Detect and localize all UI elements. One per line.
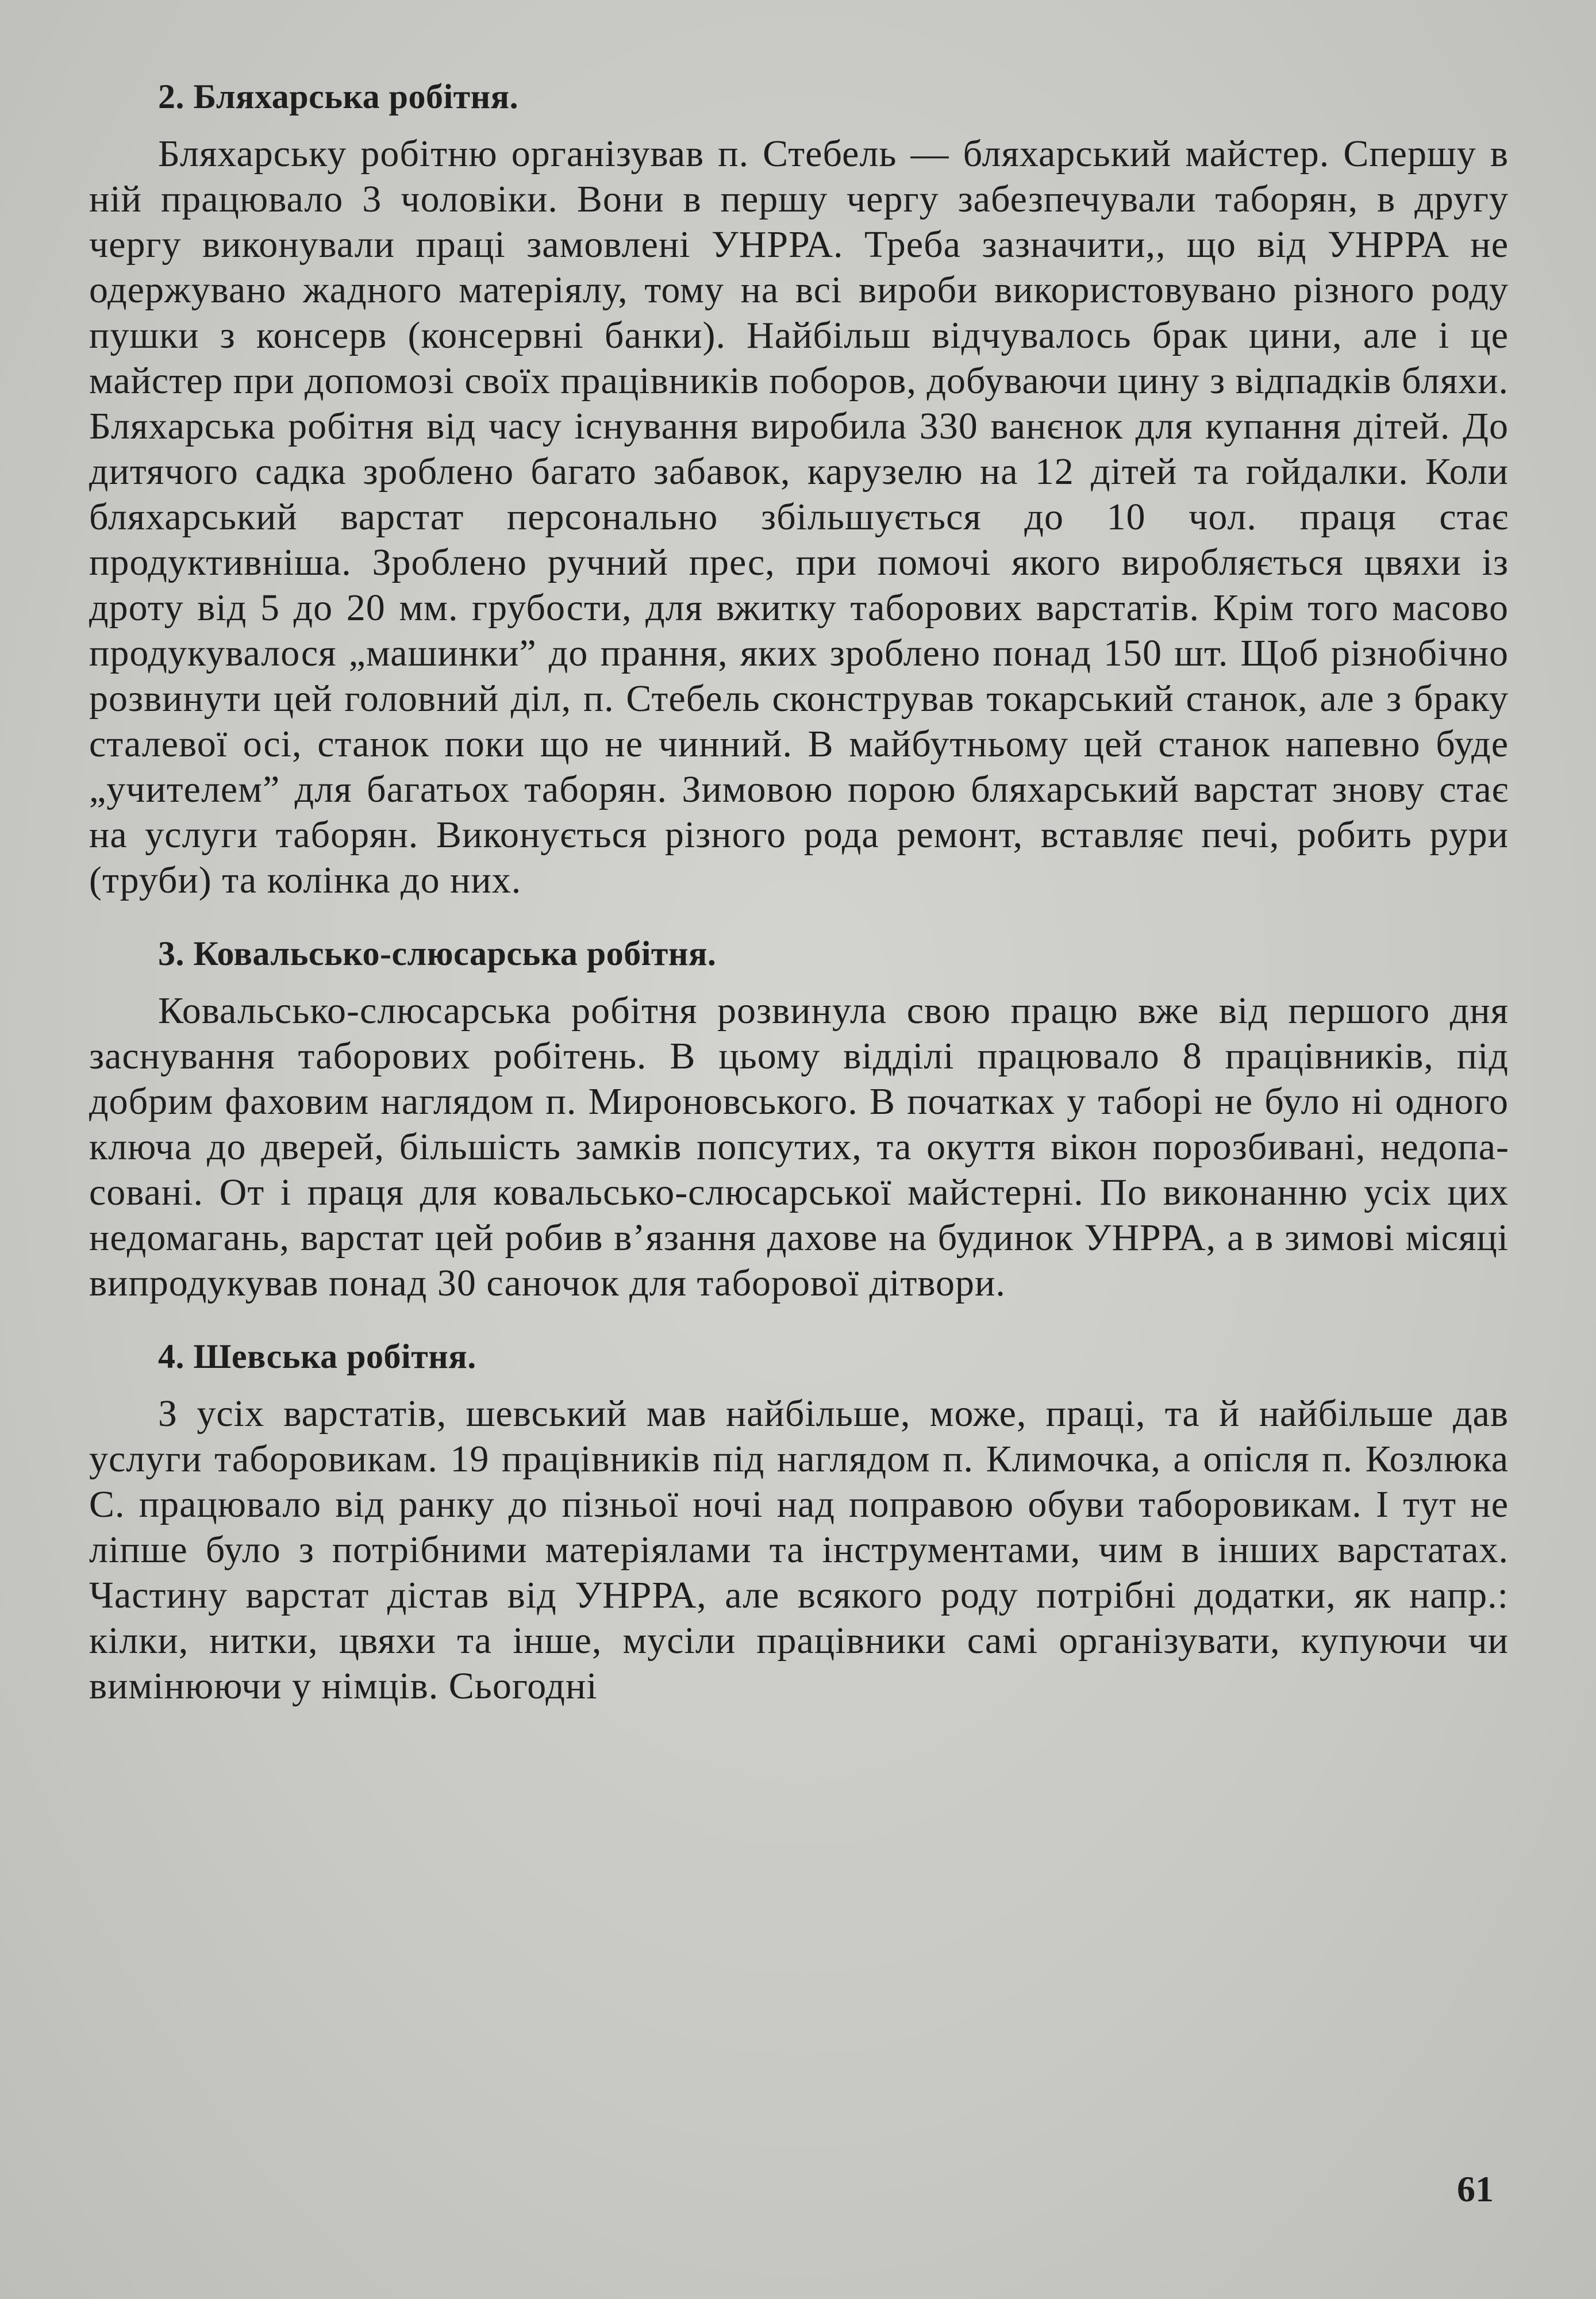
section-heading-blacksmith: 3. Ковальсько-слюсарська робітня. <box>158 935 717 972</box>
section-heading-tinsmith: 2. Бляхарська робітня. <box>158 78 519 116</box>
section-spacer <box>89 1306 1509 1335</box>
page-number: 61 <box>1457 2169 1494 2209</box>
section-body-tinsmith: Бляхарську робітню організував п. Стебель — бляхарський майстер. Спершу в ній працювало 3 чоловіки. Вони в першу чергу забезпечували таборян, в другу чергу виконували праці замовлені УНРРА. Треба зазначити,, що від УНРРА не одержувано жадного матеріялу, тому на всі вироби використовувано різного роду пушки з консерв (консервні банки). Найбільш відчувалось брак цини, але і це майстер при допомозі своїх працівників поборов, добуваючи цину з відпадків бляхи. Бляхарська робітня від часу існування виробила 330 ванєнок для купання дітей. До дитячого садка зроблено багато забавок, карузелю на 12 дітей та гойдалки. Коли бляхарський варстат персонально збільшується до 10 чол. праця стає продуктивніша. Зроблено ручний прес, при помочі якого виробляється цвяхи із дроту від 5 до 20 мм. грубости, для вжитку таборових варстатів. Крім того масово продукувалося „машинки” до прання, яких зроблено понад 150 шт. Щоб різнобічно розвинути цей головний діл, п. Стебель сконстрував токарський станок, але з браку сталевої осі, станок поки що не чинний. В майбутньому цей станок напевно буде „учителем” для багатьох таборян. Зимовою порою бляхарський варстат знову стає на услуги таборян. Виконується різного рода ремонт, вставляє печі, робить рури (труби) та колінка до них. <box>89 133 1509 901</box>
section-body-blacksmith: Ковальсько-слюсарська робітня розвинула свою працю вже від першого дня заснування таборових робітень. В цьому відділі працювало 8 працівників, під добрим фаховим наглядом п. Мироновського. В початках у таборі не було ні одного ключа до дверей, більшість замків попсутих, та окуття вікон порозбивані, недопасовані. От і праця для ковальсько-слюсарської майстерні. По виконанню усіх цих недомагань, варстат цей робив в’язання дахове на будинок УНРРА, а в зимові місяці випродукував понад 30 саночок для таборової дітвори. <box>89 990 1509 1304</box>
section-spacer <box>89 903 1509 932</box>
section-body-shoemaker: З усіх варстатів, шевський мав найбільше, може, праці, та й найбільше дав услуги таборовикам. 19 працівників під наглядом п. Климочка, а опісля п. Козлюка С. працювало від ранку до пізньої ночі над поправою обуви таборовикам. І тут не ліпше було з потрібними матеріялами та інструментами, чим в інших варстатах. Частину варстат дістав від УНРРА, але всякого роду потрібні додатки, як напр.: кілки, нитки, цвяхи та інше, мусіли працівники самі організувати, купуючи чи вимінюючи у німців. Сьогодні <box>89 1393 1509 1707</box>
page-content <box>89 75 1509 1709</box>
section-heading-shoemaker: 4. Шевська робітня. <box>158 1337 476 1375</box>
